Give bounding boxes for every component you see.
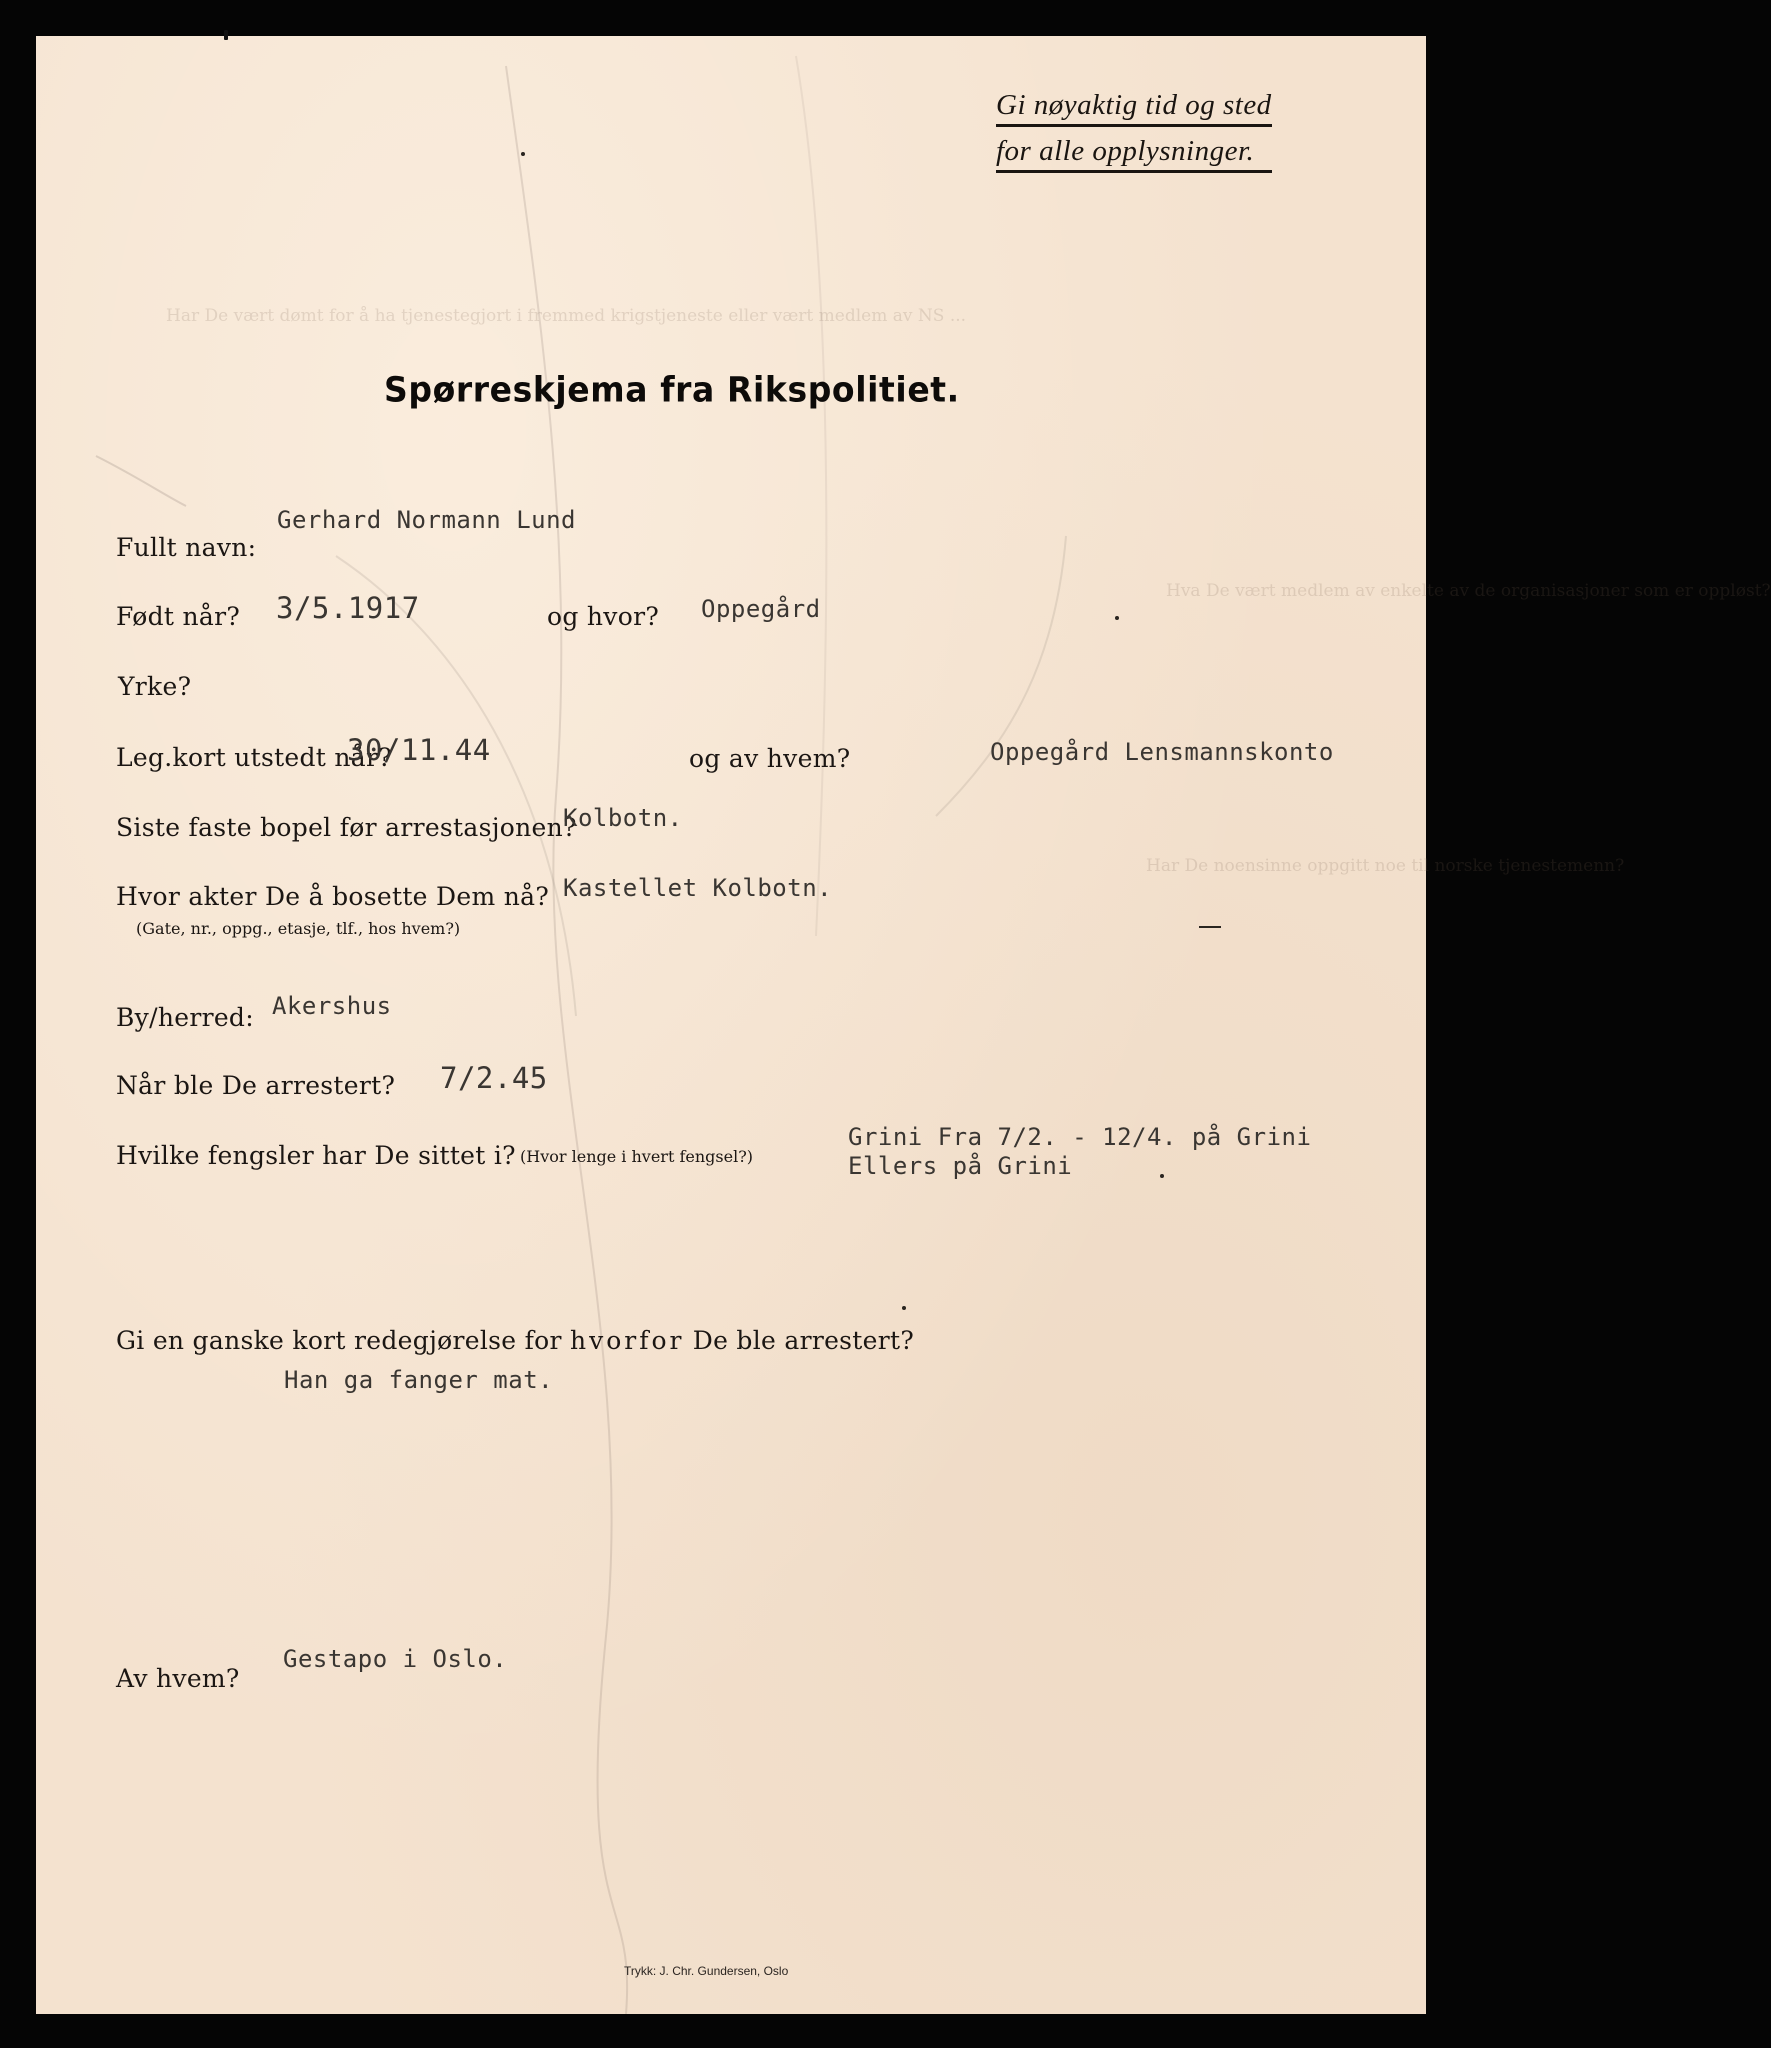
arrested-by-value: Gestapo i Oslo.: [283, 1645, 508, 1673]
born-when-label: Født når?: [116, 602, 241, 631]
intended-residence-label: Hvor akter De å bosette Dem nå?: [116, 882, 550, 911]
ink-dot: [521, 152, 525, 156]
printer-imprint: Trykk: J. Chr. Gundersen, Oslo: [624, 1964, 789, 1978]
id-card-issuer-value: Oppegård Lensmannskonto: [990, 738, 1334, 766]
ink-dot: [1160, 1174, 1164, 1178]
arrest-reason-label-part-1: Gi en ganske kort redegjørelse for: [116, 1326, 562, 1355]
born-where-label: og hvor?: [547, 602, 660, 631]
instruction-box: [996, 91, 1272, 183]
id-card-issued-value: 30/11.44: [347, 733, 491, 767]
prisons-value-line-2: Ellers på Grini: [848, 1152, 1073, 1180]
instruction-line-2: for alle opplysninger.: [996, 137, 1272, 173]
scan-mark: [224, 30, 228, 40]
arrested-by-label: Av hvem?: [116, 1664, 240, 1693]
ink-dash: [1199, 926, 1221, 928]
form-sheet: [36, 36, 1771, 2014]
born-when-value: 3/5.1917: [276, 591, 420, 625]
born-where-value: Oppegård: [701, 595, 821, 623]
arrest-reason-label-part-2: De ble arrestert?: [692, 1326, 915, 1355]
full-name-label: Fullt navn:: [116, 533, 257, 562]
last-residence-value: Kolbotn.: [563, 804, 683, 832]
prisons-value-line-1: Grini Fra 7/2. - 12/4. på Grini: [848, 1123, 1312, 1151]
bleed-through-text: Har De noensinne oppgitt noe til norske tjenestemenn?: [1146, 856, 1625, 876]
arrested-when-label: Når ble De arrestert?: [116, 1071, 396, 1100]
intended-residence-hint: (Gate, nr., oppg., etasje, tlf., hos hvem?): [136, 919, 461, 938]
occupation-label: Yrke?: [118, 672, 192, 701]
bleed-through-text: Har De vært dømt for å ha tjenestegjort i fremmed krigstjeneste eller vært medlem av NS ...: [166, 306, 967, 326]
arrested-when-value: 7/2.45: [440, 1061, 548, 1095]
instruction-line-1: Gi nøyaktig tid og sted: [996, 91, 1272, 127]
last-residence-label: Siste faste bopel før arrestasjonen?: [116, 813, 577, 842]
id-card-issuer-label: og av hvem?: [689, 744, 851, 773]
id-card-issued-label: Leg.kort utstedt når?: [116, 743, 392, 772]
arrest-reason-emphasis: hvorfor: [570, 1326, 685, 1355]
municipality-label: By/herred:: [116, 1003, 254, 1032]
full-name-value: Gerhard Normann Lund: [277, 506, 576, 534]
arrest-reason-label: [116, 1326, 914, 1355]
ink-dot: [902, 1306, 906, 1310]
intended-residence-value: Kastellet Kolbotn.: [563, 874, 833, 902]
prisons-hint: (Hvor lenge i hvert fengsel?): [520, 1147, 754, 1166]
bleed-through-text: Hva De vært medlem av enkelte av de organisasjoner som er oppløst?: [1166, 581, 1771, 601]
form-title: Spørreskjema fra Rikspolitiet.: [384, 369, 960, 410]
arrest-reason-value: Han ga fanger mat.: [284, 1366, 554, 1394]
municipality-value: Akershus: [272, 992, 392, 1020]
ink-dot: [1115, 616, 1119, 620]
prisons-label: Hvilke fengsler har De sittet i?: [116, 1141, 516, 1170]
